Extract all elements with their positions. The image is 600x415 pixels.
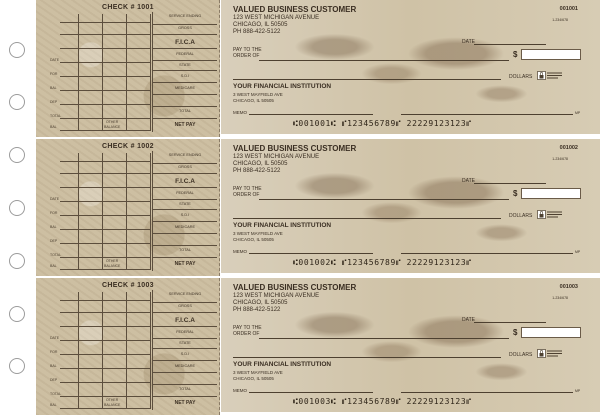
punch-hole (9, 94, 25, 110)
business-phone: PH 888-422-5122 (233, 29, 281, 35)
business-address-line2: CHICAGO, IL 50505 (233, 161, 288, 167)
payroll-label-fica: F.I.C.A (175, 317, 195, 324)
payroll-label: GROSS (178, 26, 192, 30)
business-name: VALUED BUSINESS CUSTOMER (233, 144, 357, 153)
ledger-row (60, 187, 150, 188)
payroll-row (153, 173, 217, 174)
ledger-divider (102, 14, 103, 131)
ledger-row (60, 104, 150, 105)
payroll-label: TOTAL (179, 109, 191, 113)
payroll-label: TOTAL (179, 248, 191, 252)
memo-label: MEMO (233, 110, 247, 115)
payroll-row (153, 245, 217, 246)
date-field[interactable] (474, 183, 546, 184)
punch-hole (9, 306, 25, 322)
ledger-label: DATE (50, 197, 60, 201)
ledger-label: DEP (50, 100, 58, 104)
payroll-row (153, 70, 217, 71)
payroll-label: S.D.I (180, 352, 190, 356)
payroll-row (153, 199, 217, 200)
routing-fraction: 1-234/678 (552, 18, 568, 22)
ledger-row (60, 229, 150, 230)
payroll-row (153, 233, 217, 234)
business-name: VALUED BUSINESS CUSTOMER (233, 283, 357, 292)
punch-hole (9, 358, 25, 374)
ledger-label: DATE (50, 58, 60, 62)
payroll-row (153, 163, 217, 164)
ledger-label-balance: BALANCE (104, 125, 121, 129)
perforation-gap (221, 273, 600, 276)
ledger-divider (150, 292, 151, 409)
ledger-row (60, 22, 150, 23)
business-name: VALUED BUSINESS CUSTOMER (233, 5, 357, 14)
signature-field[interactable] (401, 392, 573, 393)
ledger-label: BAL (50, 86, 57, 90)
pay-to-line1: PAY TO THE (233, 186, 262, 192)
signature-field[interactable] (401, 253, 573, 254)
payroll-row (153, 372, 217, 373)
payroll-label: MEDICARE (174, 225, 196, 229)
pay-to-label (233, 186, 262, 198)
business-address-line1: 123 WEST MICHIGAN AVENUE (233, 154, 320, 160)
ledger-label: DATE (50, 336, 60, 340)
payroll-row (153, 302, 217, 303)
check-set (36, 139, 600, 276)
stub-check-number: CHECK # 1003 (102, 282, 154, 289)
payroll-row (153, 312, 217, 313)
payroll-row (153, 118, 217, 119)
payroll-label: S.D.I (180, 213, 190, 217)
payee-field[interactable] (259, 60, 509, 61)
stub-payroll-column (152, 12, 217, 132)
written-amount-field[interactable] (233, 357, 501, 358)
payroll-row (153, 24, 217, 25)
payroll-row (153, 187, 217, 188)
micr-line: ⑆001001⑆ ⑈123456789⑈ 22229123123⑈ (293, 119, 472, 128)
date-field[interactable] (474, 44, 546, 45)
bank-address-line1: 3 WEST MAYFIELD AVE (233, 370, 283, 375)
ledger-label: BAL (50, 403, 57, 407)
ledger-row (60, 62, 150, 63)
bank-address-line1: 3 WEST MAYFIELD AVE (233, 231, 283, 236)
bank-name: YOUR FINANCIAL INSTITUTION (233, 222, 332, 229)
ledger-divider (102, 292, 103, 409)
ledger-label-other: OTHER (106, 259, 119, 263)
signature-field[interactable] (401, 114, 573, 115)
micr-line: ⑆001002⑆ ⑈123456789⑈ 22229123123⑈ (293, 258, 472, 267)
payroll-row (153, 209, 217, 210)
ledger-label: DEP (50, 239, 58, 243)
dollars-label: DOLLARS (509, 213, 533, 219)
payroll-net-pay: NET PAY (174, 122, 196, 128)
pay-to-line2: ORDER OF (233, 331, 260, 337)
payroll-label: MEDICARE (174, 86, 196, 90)
stub-ledger-grid (50, 292, 150, 409)
memo-field[interactable] (249, 114, 373, 115)
bank-address-line1: 3 WEST MAYFIELD AVE (233, 92, 283, 97)
payroll-row (153, 360, 217, 361)
payroll-row (153, 384, 217, 385)
ledger-divider (150, 14, 151, 131)
business-phone: PH 888-422-5122 (233, 307, 281, 313)
punch-hole (9, 42, 25, 58)
security-lock-icon (537, 210, 563, 219)
ledger-row (60, 215, 150, 216)
ledger-divider (126, 153, 127, 270)
bank-name: YOUR FINANCIAL INSTITUTION (233, 83, 332, 90)
dollars-label: DOLLARS (509, 352, 533, 358)
ledger-row (60, 243, 150, 244)
punch-hole (9, 253, 25, 269)
payroll-row (153, 326, 217, 327)
pay-to-line2: ORDER OF (233, 192, 260, 198)
check-face (221, 139, 600, 273)
mp-label: MP (575, 389, 581, 393)
ledger-divider (78, 153, 79, 270)
ledger-label: FOR (50, 350, 58, 354)
payroll-row (153, 48, 217, 49)
payroll-label: MEDICARE (174, 364, 196, 368)
check-number: 001001 (559, 6, 578, 12)
ledger-row (60, 173, 150, 174)
payroll-net-pay: NET PAY (174, 400, 196, 406)
pay-to-label (233, 47, 262, 59)
check-face (221, 278, 600, 412)
business-address-line2: CHICAGO, IL 50505 (233, 22, 288, 28)
payroll-label: SERVICE ENDING (168, 153, 202, 157)
dollar-sign: $ (513, 189, 518, 198)
payroll-label: STATE (179, 63, 191, 67)
ledger-label: FOR (50, 72, 58, 76)
ledger-row (60, 48, 150, 49)
ledger-row (60, 382, 150, 383)
ledger-label: BAL (50, 125, 57, 129)
payroll-row (153, 34, 217, 35)
payee-field[interactable] (259, 199, 509, 200)
payroll-row (153, 60, 217, 61)
stub-check-number: CHECK # 1002 (102, 143, 154, 150)
ledger-label: BAL (50, 264, 57, 268)
ledger-label: FOR (50, 211, 58, 215)
ledger-row (60, 118, 150, 119)
payroll-label: S.D.I (180, 74, 190, 78)
written-amount-field[interactable] (233, 79, 501, 80)
check-stub (36, 139, 220, 276)
dollar-sign: $ (513, 328, 518, 337)
ledger-label: BAL (50, 364, 57, 368)
payroll-label: SERVICE ENDING (168, 14, 202, 18)
payroll-row (153, 338, 217, 339)
ledger-row (60, 340, 150, 341)
payroll-label: STATE (179, 202, 191, 206)
amount-field[interactable] (521, 188, 581, 199)
punch-hole (9, 200, 25, 216)
check-set (36, 278, 600, 415)
bank-address-line2: CHICAGO, IL 50505 (233, 376, 274, 381)
memo-label: MEMO (233, 249, 247, 254)
date-label: DATE (462, 39, 475, 45)
amount-field[interactable] (521, 49, 581, 60)
ledger-divider (150, 153, 151, 270)
ledger-row (60, 312, 150, 313)
bank-address-line2: CHICAGO, IL 50505 (233, 237, 274, 242)
date-field[interactable] (474, 322, 546, 323)
stub-ledger-grid (50, 153, 150, 270)
stub-payroll-column (152, 290, 217, 410)
micr-line: ⑆001003⑆ ⑈123456789⑈ 22229123123⑈ (293, 397, 472, 406)
ledger-label: TOTAL (50, 253, 61, 257)
ledger-label-other: OTHER (106, 398, 119, 402)
payroll-label: SERVICE ENDING (168, 292, 202, 296)
security-lock-icon (537, 71, 563, 80)
date-label: DATE (462, 317, 475, 323)
payroll-row (153, 257, 217, 258)
ledger-row (60, 368, 150, 369)
payroll-label: GROSS (178, 304, 192, 308)
memo-field[interactable] (249, 392, 373, 393)
pay-to-label (233, 325, 262, 337)
bank-name: YOUR FINANCIAL INSTITUTION (233, 361, 332, 368)
date-label: DATE (462, 178, 475, 184)
ledger-divider (126, 14, 127, 131)
ledger-label-balance: BALANCE (104, 403, 121, 407)
memo-field[interactable] (249, 253, 373, 254)
payee-field[interactable] (259, 338, 509, 339)
payroll-row (153, 396, 217, 397)
check-stub (36, 278, 220, 415)
perforation-gap (221, 134, 600, 137)
ledger-label: BAL (50, 225, 57, 229)
check-number: 001002 (559, 145, 578, 151)
security-lock-icon (537, 349, 563, 358)
stub-check-number: CHECK # 1001 (102, 4, 154, 11)
dollars-label: DOLLARS (509, 74, 533, 80)
check-set (36, 0, 600, 137)
payroll-label-fica: F.I.C.A (175, 178, 195, 185)
ledger-divider (126, 292, 127, 409)
ledger-label: DEP (50, 378, 58, 382)
routing-fraction: 1-234/678 (552, 296, 568, 300)
ledger-row (60, 396, 150, 397)
ledger-row (60, 408, 150, 409)
ledger-row (60, 161, 150, 162)
memo-label: MEMO (233, 388, 247, 393)
dollar-sign: $ (513, 50, 518, 59)
payroll-row (153, 94, 217, 95)
ledger-row (60, 257, 150, 258)
payroll-row (153, 221, 217, 222)
ledger-row (60, 90, 150, 91)
ledger-label-balance: BALANCE (104, 264, 121, 268)
ledger-row (60, 34, 150, 35)
business-phone: PH 888-422-5122 (233, 168, 281, 174)
payroll-net-pay: NET PAY (174, 261, 196, 267)
payroll-label: FEDERAL (176, 191, 194, 195)
ledger-row (60, 130, 150, 131)
ledger-row (60, 269, 150, 270)
mp-label: MP (575, 111, 581, 115)
ledger-label-other: OTHER (106, 120, 119, 124)
payroll-label: FEDERAL (176, 330, 194, 334)
pay-to-line1: PAY TO THE (233, 47, 262, 53)
payroll-row (153, 106, 217, 107)
check-face (221, 0, 600, 134)
written-amount-field[interactable] (233, 218, 501, 219)
payroll-label-fica: F.I.C.A (175, 39, 195, 46)
payroll-row (153, 82, 217, 83)
payroll-label: STATE (179, 341, 191, 345)
ledger-divider (78, 292, 79, 409)
ledger-row (60, 76, 150, 77)
ledger-label: TOTAL (50, 392, 61, 396)
business-address-line2: CHICAGO, IL 50505 (233, 300, 288, 306)
pay-to-line2: ORDER OF (233, 53, 260, 59)
amount-field[interactable] (521, 327, 581, 338)
stub-ledger-grid (50, 14, 150, 131)
payroll-label: FEDERAL (176, 52, 194, 56)
ledger-row (60, 326, 150, 327)
routing-fraction: 1-234/678 (552, 157, 568, 161)
ledger-divider (78, 14, 79, 131)
bank-address-line2: CHICAGO, IL 50505 (233, 98, 274, 103)
check-stub (36, 0, 220, 137)
payroll-label: GROSS (178, 165, 192, 169)
payroll-row (153, 348, 217, 349)
pay-to-line1: PAY TO THE (233, 325, 262, 331)
ledger-label: TOTAL (50, 114, 61, 118)
business-address-line1: 123 WEST MICHIGAN AVENUE (233, 293, 320, 299)
punch-hole (9, 147, 25, 163)
stub-payroll-column (152, 151, 217, 271)
mp-label: MP (575, 250, 581, 254)
check-number: 001003 (559, 284, 578, 290)
payroll-label: TOTAL (179, 387, 191, 391)
business-address-line1: 123 WEST MICHIGAN AVENUE (233, 15, 320, 21)
binder-strip (0, 0, 36, 415)
ledger-row (60, 354, 150, 355)
ledger-row (60, 300, 150, 301)
ledger-row (60, 201, 150, 202)
ledger-divider (102, 153, 103, 270)
